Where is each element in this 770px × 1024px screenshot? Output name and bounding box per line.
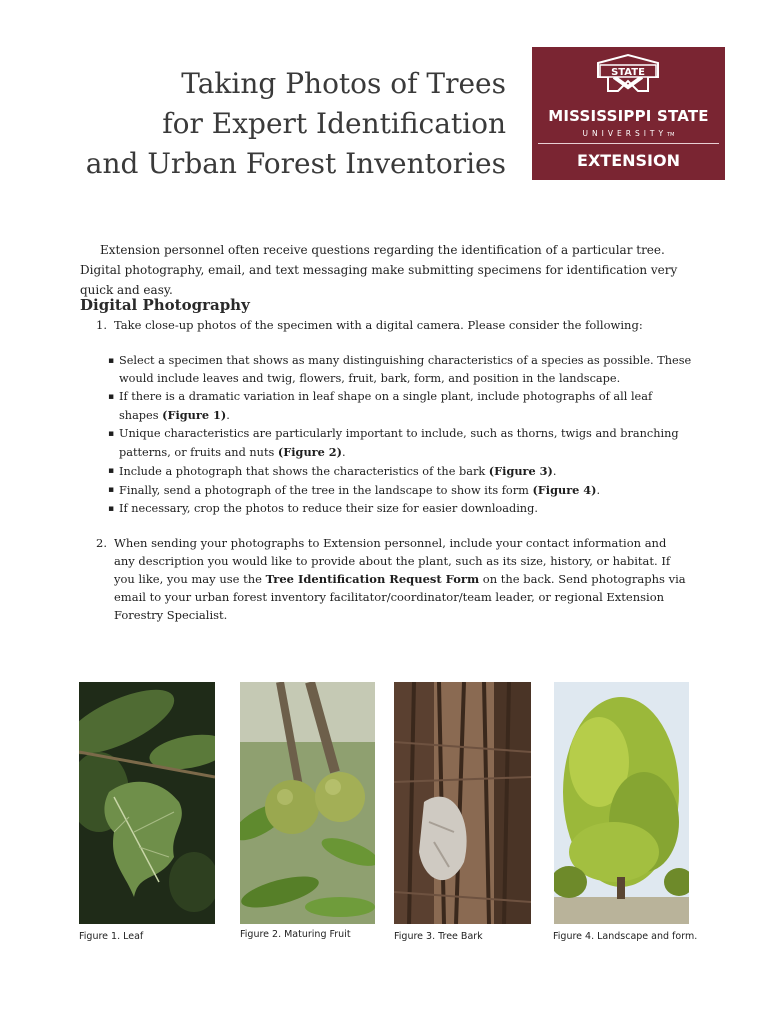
figure-3-caption: Figure 3. Tree Bark <box>394 931 483 942</box>
list-item <box>108 352 694 388</box>
list-item <box>108 481 694 500</box>
list-item <box>108 388 694 425</box>
bullet-text: Select a specimen that shows as many distinguishing characteristics of a species as possible. These would include leaves and twig, flowers, fruit, bark, form, and position in the landscape. <box>119 354 692 385</box>
leaf-image <box>79 682 215 924</box>
bullet-text: Unique characteristics are particularly important to include, such as thorns, twigs and branching patterns, or fruits and nuts <box>119 427 679 459</box>
figure-2-caption: Figure 2. Maturing Fruit <box>240 929 351 940</box>
list-item <box>108 462 694 481</box>
form-name: Tree Identification Request Form <box>265 572 480 586</box>
bark-image <box>394 682 531 924</box>
step-2 <box>96 534 686 624</box>
title-line-3: and Urban Forest Inventories <box>85 147 506 180</box>
bullet-text: Finally, send a photograph of the tree in the landscape to show its form <box>119 484 533 497</box>
figure-1-leaf-photo <box>79 682 215 924</box>
bullet-text: If there is a dramatic variation in leaf shape on a single plant, include photographs of all leaf shapes <box>119 390 653 422</box>
logo-divider <box>538 143 719 144</box>
figure-2-fruit-photo <box>240 682 375 924</box>
logo-tm: TM <box>667 132 675 138</box>
list-item <box>108 425 694 462</box>
figure-reference: (Figure 3) <box>488 464 553 478</box>
figure-4-landscape-photo <box>554 682 689 924</box>
fruit-image <box>240 682 375 924</box>
intro-text: Extension personnel often receive questions regarding the identification of a particular tree. Digital photography, email, and text messaging make submitting specimens for identification very quick and easy. <box>80 243 678 297</box>
step-2-text <box>114 534 686 624</box>
state-badge-icon <box>594 53 662 97</box>
step-2-text-b: on the back. Send photographs via email to your urban forest inventory facilitator/coordinator/team leader, or regional Extension Forestry Specialist. <box>114 572 686 622</box>
figure-reference: (Figure 1) <box>162 408 227 422</box>
step-1-number: 1. <box>96 318 107 332</box>
figure-reference: (Figure 4) <box>532 483 597 497</box>
figure-reference: (Figure 2) <box>277 445 342 459</box>
document-title <box>86 64 506 184</box>
bullet-tail: . <box>596 484 601 497</box>
bullet-tail: . <box>226 409 230 422</box>
figure-4-caption: Figure 4. Landscape and form. <box>553 931 698 942</box>
landscape-image <box>554 682 689 924</box>
logo-name: MISSISSIPPI STATE <box>548 107 709 125</box>
title-line-2: for Expert Identification <box>162 107 506 140</box>
bullet-text: If necessary, crop the photos to reduce their size for easier downloading. <box>119 502 538 515</box>
logo-university <box>532 129 725 138</box>
intro-paragraph <box>80 240 692 300</box>
figure-3-bark-photo <box>394 682 531 924</box>
badge-text: STATE <box>611 67 645 78</box>
step-1 <box>96 316 686 334</box>
title-line-1: Taking Photos of Trees <box>181 67 506 100</box>
figure-1-caption: Figure 1. Leaf <box>79 931 144 942</box>
bullet-tail: . <box>552 465 557 478</box>
logo-division: EXTENSION <box>577 151 680 170</box>
logo-university-text: UNIVERSITY <box>582 129 668 138</box>
step-1-text: Take close-up photos of the specimen with a digital camera. Please consider the following: <box>114 318 643 332</box>
step-2-number: 2. <box>96 536 107 550</box>
section-heading: Digital Photography <box>80 296 250 314</box>
list-item <box>108 500 694 518</box>
msu-extension-logo <box>532 47 725 180</box>
step-2-text-a: When sending your photographs to Extension personnel, include your contact information and any description you would like to provide about the plant, such as its size, history, or habitat. If you like, you may use the <box>114 536 671 586</box>
bullet-text: Include a photograph that shows the characteristics of the bark <box>119 465 489 478</box>
bullet-tail: . <box>341 446 346 459</box>
tips-list <box>108 352 694 518</box>
